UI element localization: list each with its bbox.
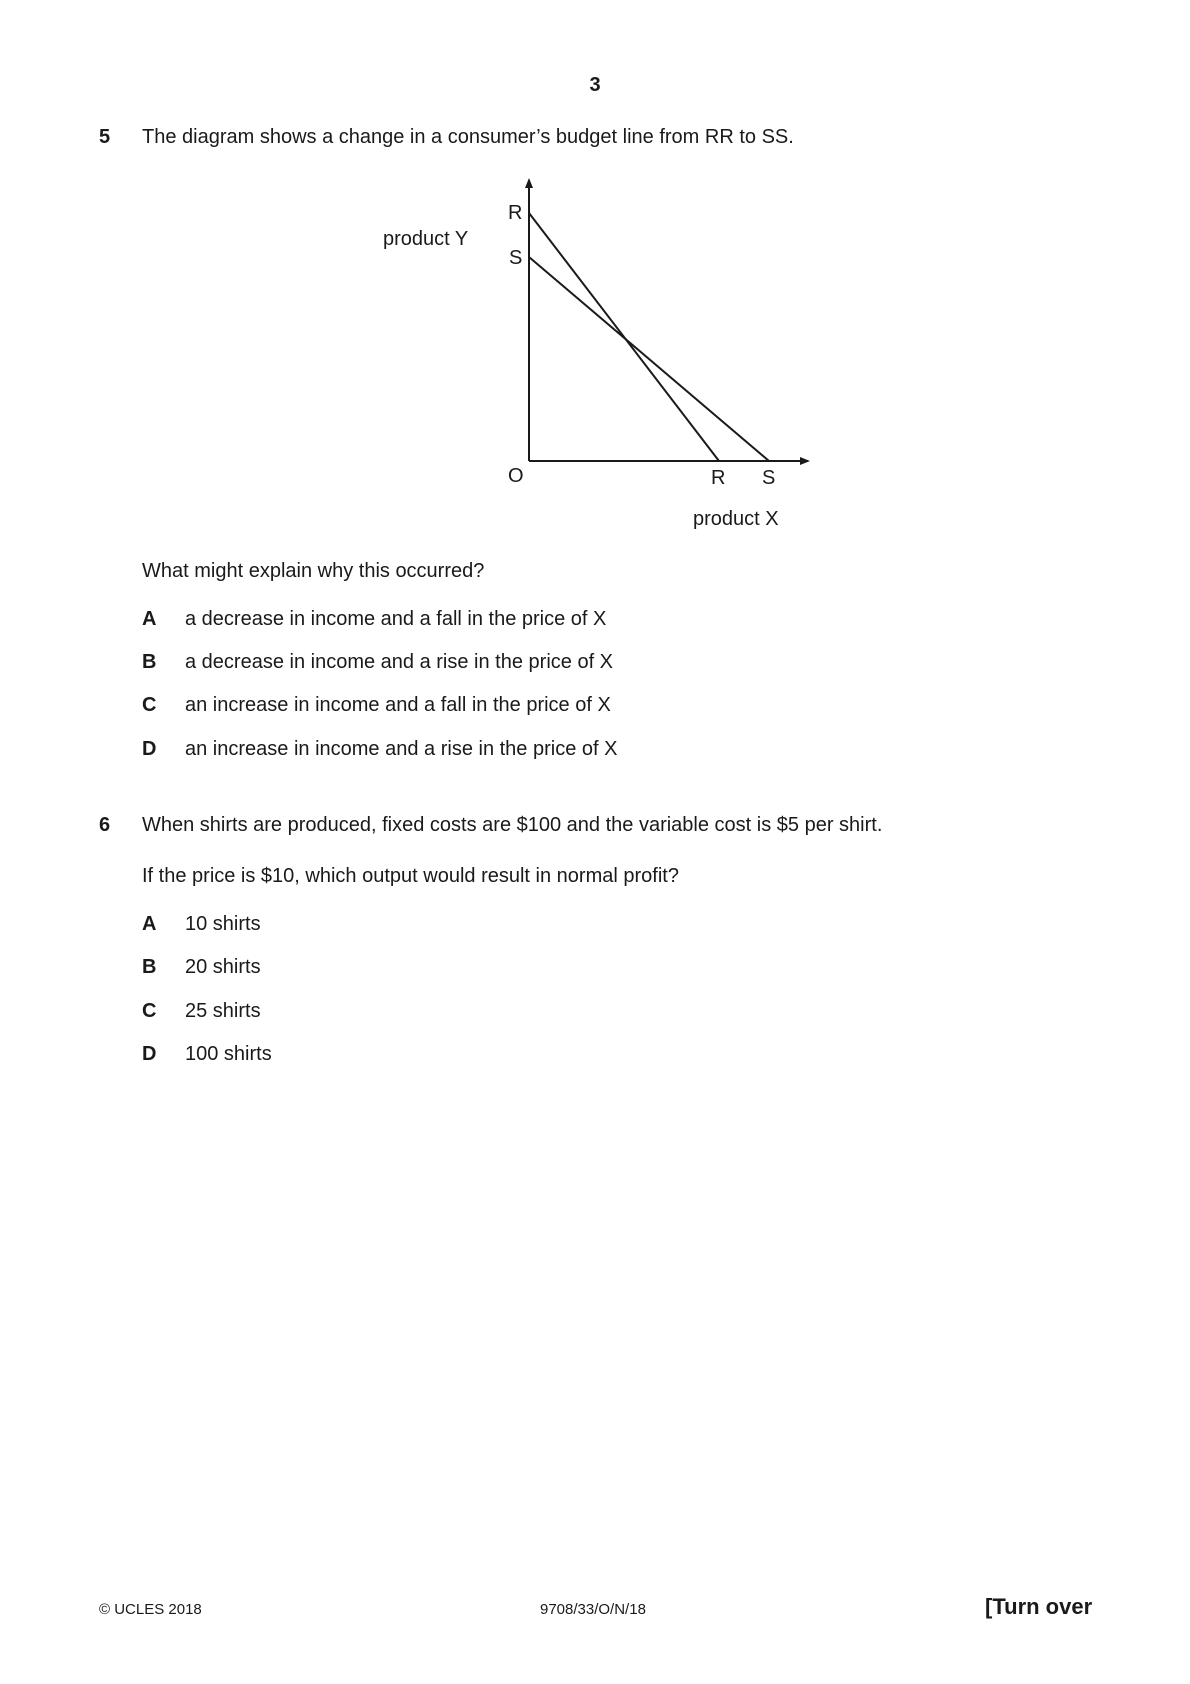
y-intercept-label-s: S bbox=[509, 247, 523, 269]
question-5-option-b-text: a decrease in income and a rise in the price of X bbox=[185, 651, 614, 673]
question-6-option-d-text: 100 shirts bbox=[185, 1043, 272, 1065]
question-5-prompt: What might explain why this occurred? bbox=[142, 560, 485, 582]
footer-paper-code: 9708/33/O/N/18 bbox=[540, 1601, 646, 1618]
question-6-option-b-letter: B bbox=[142, 956, 157, 978]
x-intercept-label-r: R bbox=[711, 467, 726, 489]
question-6-option-c-text: 25 shirts bbox=[185, 1000, 261, 1022]
question-6-option-a-letter: A bbox=[142, 913, 157, 935]
question-6-number: 6 bbox=[99, 814, 111, 836]
question-5-stem: The diagram shows a change in a consumer’s budget line from RR to SS. bbox=[142, 126, 794, 148]
footer-copyright: © UCLES 2018 bbox=[99, 1601, 202, 1618]
y-axis-label: product Y bbox=[383, 228, 469, 250]
question-5-option-c-text: an increase in income and a fall in the price of X bbox=[185, 694, 611, 716]
question-5-option-d-letter: D bbox=[142, 738, 157, 760]
question-5-option-c-letter: C bbox=[142, 694, 157, 716]
question-5-option-b-letter: B bbox=[142, 651, 157, 673]
origin-label: O bbox=[508, 465, 524, 487]
question-6-option-a-text: 10 shirts bbox=[185, 913, 261, 935]
x-axis-label: product X bbox=[693, 508, 779, 530]
question-5-option-d-text: an increase in income and a rise in the price of X bbox=[185, 738, 618, 760]
question-5-number: 5 bbox=[99, 126, 111, 148]
question-6-option-b-text: 20 shirts bbox=[185, 956, 261, 978]
footer-turn-over: [Turn over bbox=[985, 1594, 1093, 1619]
page-number: 3 bbox=[589, 74, 601, 96]
question-6-option-c-letter: C bbox=[142, 1000, 157, 1022]
question-5-option-a-text: a decrease in income and a fall in the price of X bbox=[185, 608, 607, 630]
x-intercept-label-s: S bbox=[762, 467, 776, 489]
question-6-option-d-letter: D bbox=[142, 1043, 157, 1065]
y-intercept-label-r: R bbox=[508, 202, 523, 224]
question-6-stem: When shirts are produced, fixed costs are $100 and the variable cost is $5 per shirt. bbox=[142, 814, 883, 836]
budget-line-diagram bbox=[0, 0, 1190, 560]
question-6-prompt: If the price is $10, which output would result in normal profit? bbox=[142, 865, 679, 887]
budget-line-ss bbox=[529, 257, 769, 461]
question-5-option-a-letter: A bbox=[142, 608, 157, 630]
